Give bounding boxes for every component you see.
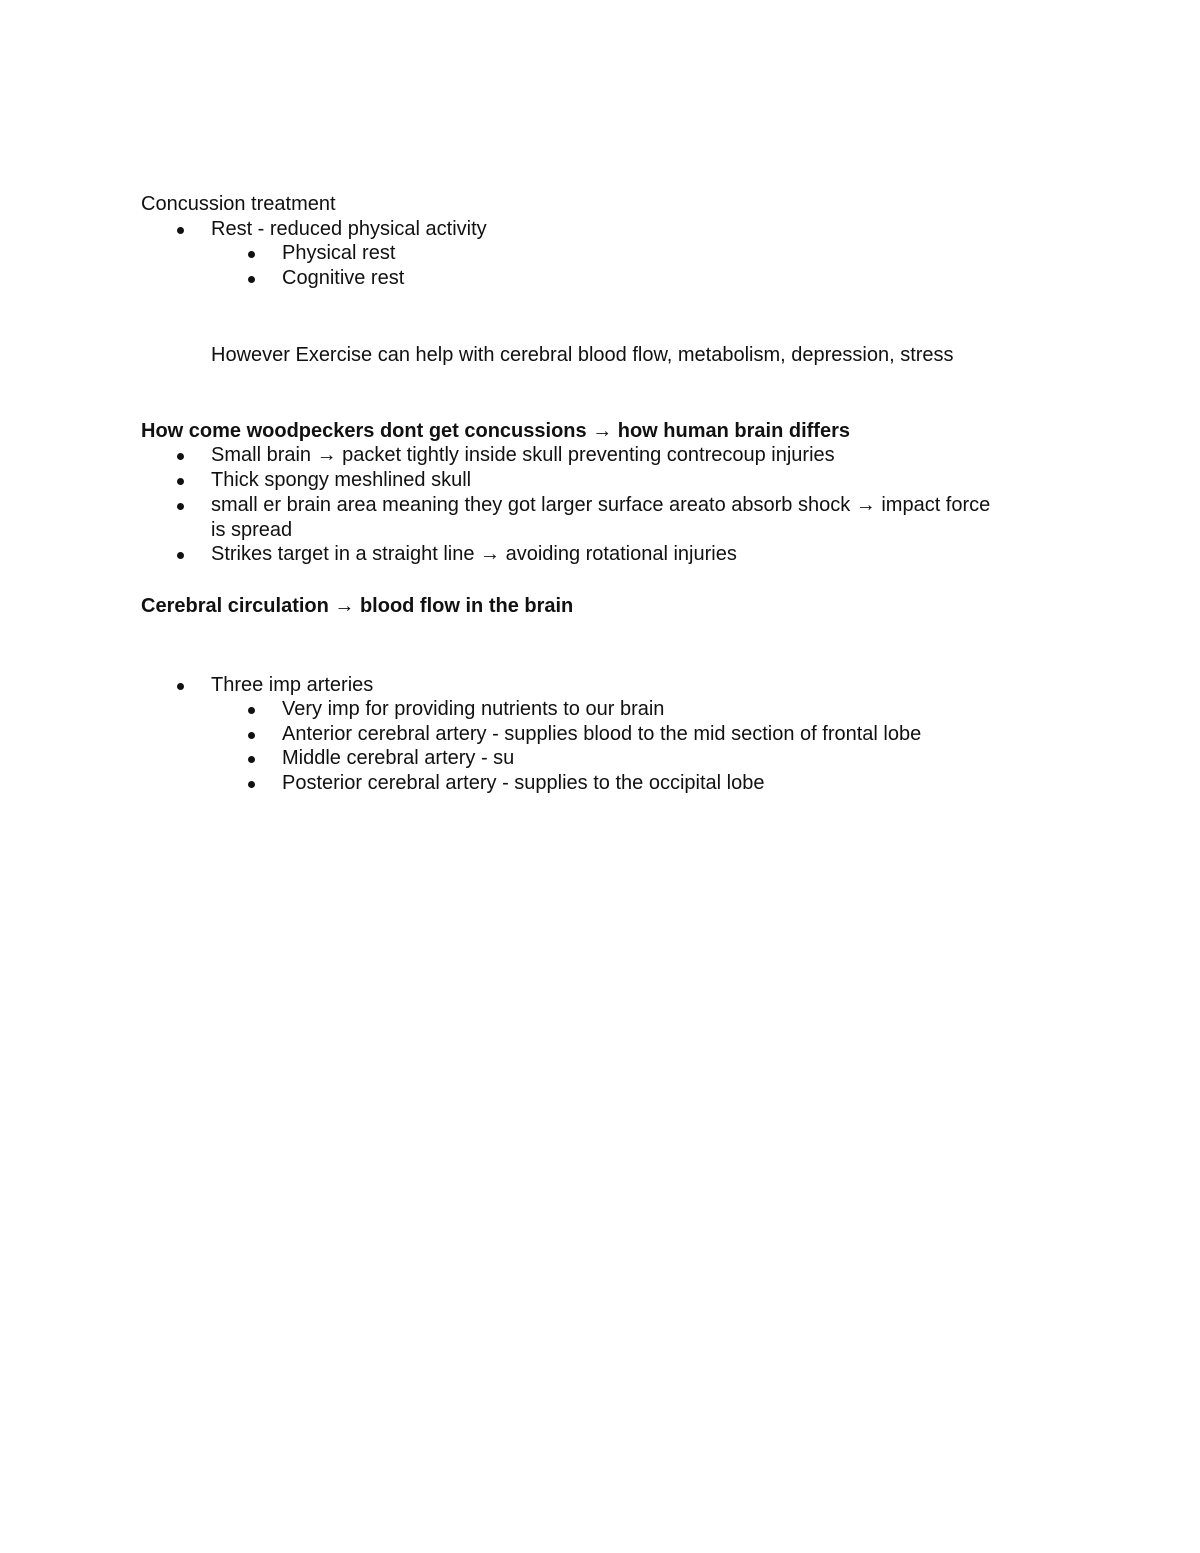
section-heading-cerebral-circulation: Cerebral circulation → blood flow in the brain [141,595,574,617]
bullet-icon [248,707,255,714]
bullet-icon [248,781,255,788]
list-item-continuation: is spread [211,519,293,541]
list-item: Posterior cerebral artery - supplies to the occipital lobe [282,772,765,794]
bullet-icon [248,756,255,763]
section-heading-woodpeckers: How come woodpeckers dont get concussions → how human brain differs [141,420,850,442]
bullet-icon [248,732,255,739]
bullet-icon [177,227,184,234]
list-item: Middle cerebral artery - su [282,747,515,769]
list-item: Anterior cerebral artery - supplies blood to the mid section of frontal lobe [282,723,922,745]
bullet-icon [177,683,184,690]
list-item: small er brain area meaning they got larger surface areato absorb shock → impact force [211,494,991,516]
note-paragraph: However Exercise can help with cerebral blood flow, metabolism, depression, stress [211,344,954,366]
section-heading-concussion-treatment: Concussion treatment [141,193,336,215]
list-item: Cognitive rest [282,267,405,289]
list-item: Rest - reduced physical activity [211,218,487,240]
list-item: Physical rest [282,242,396,264]
list-item: Three imp arteries [211,674,374,696]
bullet-icon [248,276,255,283]
bullet-icon [248,251,255,258]
list-item: Very imp for providing nutrients to our brain [282,698,665,720]
bullet-icon [177,453,184,460]
list-item: Small brain → packet tightly inside skull preventing contrecoup injuries [211,444,835,466]
list-item: Strikes target in a straight line → avoiding rotational injuries [211,543,737,565]
bullet-icon [177,552,184,559]
bullet-icon [177,478,184,485]
bullet-icon [177,503,184,510]
list-item: Thick spongy meshlined skull [211,469,472,491]
